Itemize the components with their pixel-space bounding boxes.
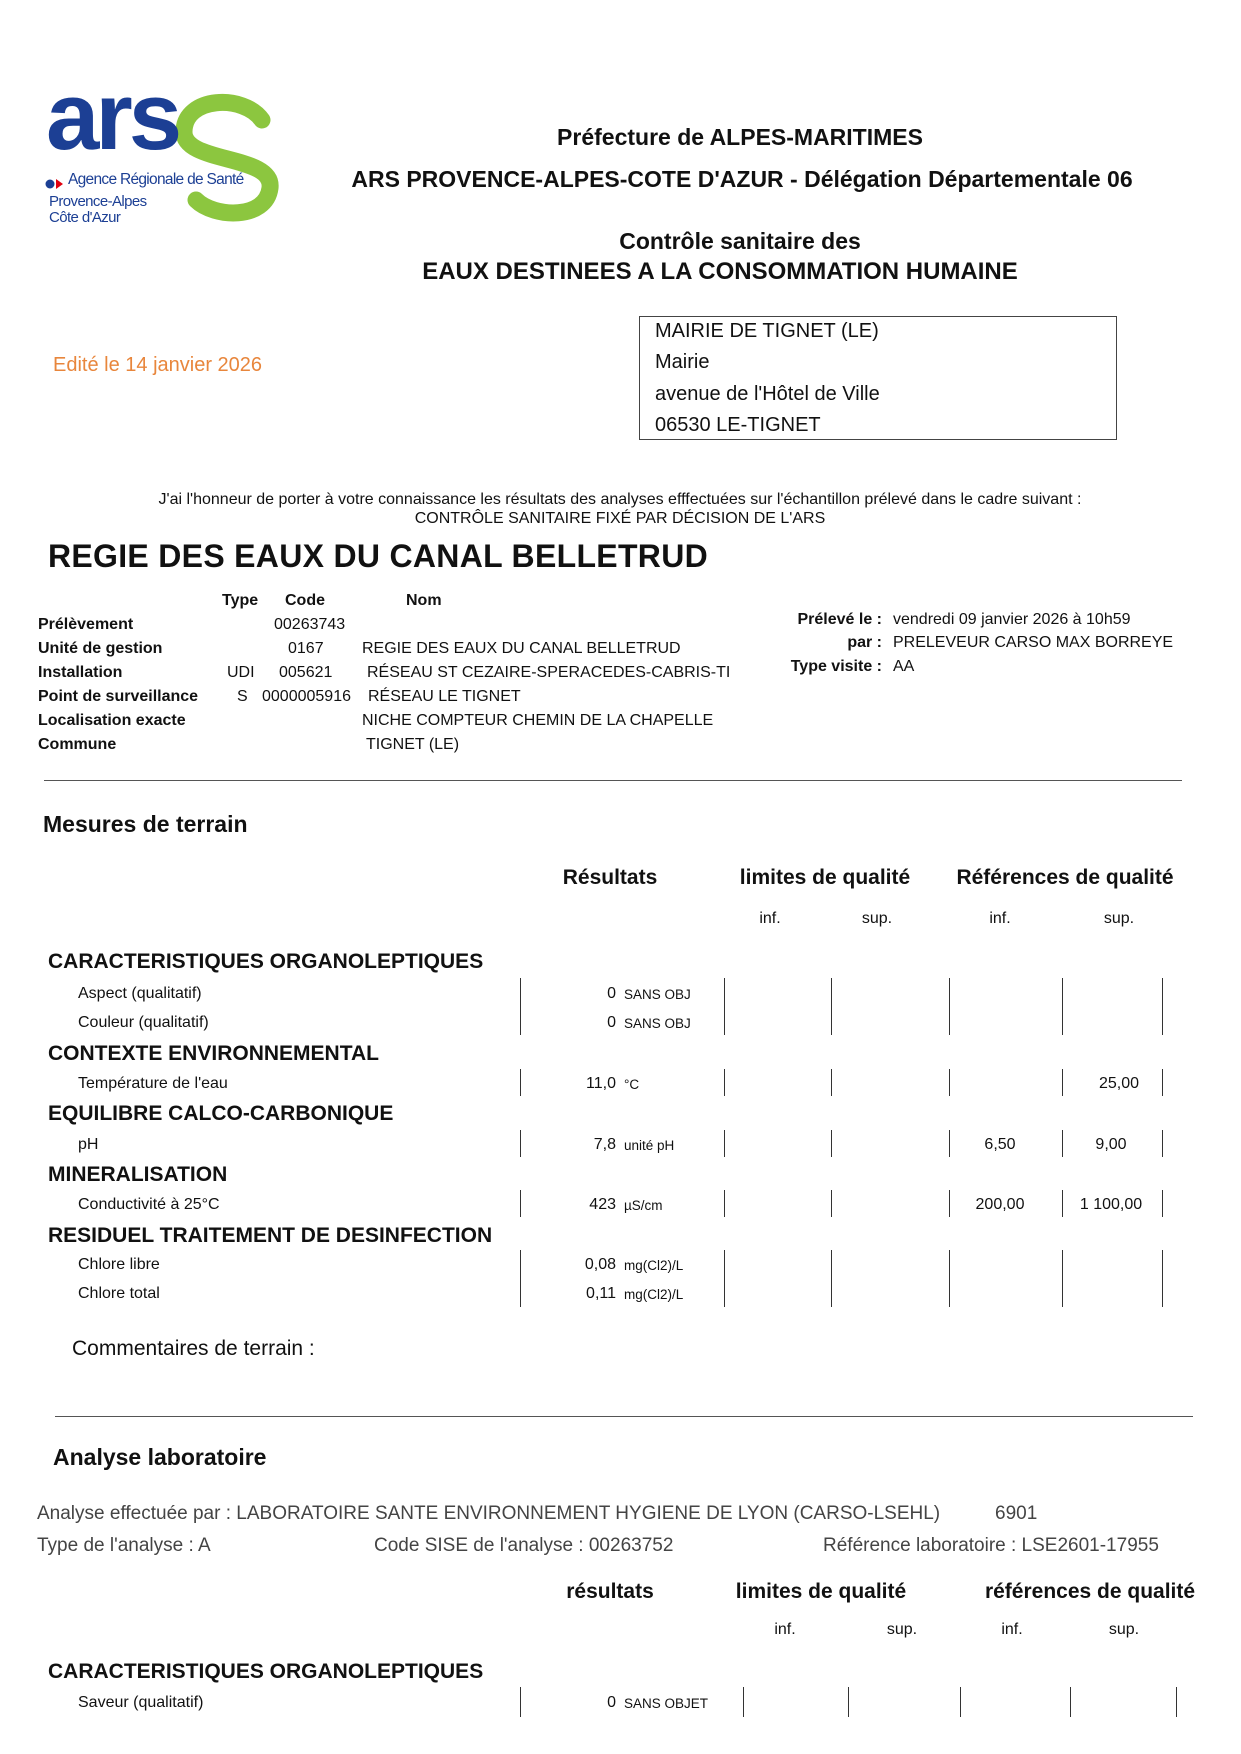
param-value: 0 — [607, 1694, 616, 1711]
param-unit: SANS OBJET — [624, 1696, 709, 1711]
column-separator — [724, 1250, 725, 1307]
terrain-comments-label: Commentaires de terrain : — [72, 1337, 315, 1360]
param-name: Chlore libre — [78, 1256, 160, 1273]
param-name: Saveur (qualitatif) — [78, 1694, 204, 1711]
param-ref-inf: 6,50 — [984, 1136, 1016, 1153]
intro-line2: CONTRÔLE SANITAIRE FIXÉ PAR DÉCISION DE L'ARS — [414, 510, 826, 527]
marianne-icon — [45, 176, 65, 186]
column-separator — [1176, 1687, 1177, 1717]
terrain-category: CONTEXTE ENVIRONNEMENTAL — [48, 1042, 379, 1065]
prefecture-title: Préfecture de ALPES-MARITIMES — [557, 124, 923, 150]
param-unit: SANS OBJ — [624, 1016, 691, 1031]
divider — [44, 780, 1182, 781]
lab-code: 6901 — [995, 1503, 1038, 1524]
lab-category: CARACTERISTIQUES ORGANOLEPTIQUES — [48, 1660, 484, 1683]
sample-row-nom: NICHE COMPTEUR CHEMIN DE LA CHAPELLE — [362, 712, 714, 729]
terrain-lim-sup: sup. — [861, 910, 893, 927]
terrain-category: EQUILIBRE CALCO-CARBONIQUE — [48, 1102, 394, 1125]
terrain-section-title: Mesures de terrain — [43, 811, 248, 837]
param-value: 0,11 — [586, 1285, 616, 1302]
sample-row-nom: TIGNET (LE) — [366, 736, 460, 753]
terrain-ref-inf: inf. — [989, 910, 1011, 927]
type-visite-value: AA — [893, 658, 915, 675]
param-value: 0 — [607, 985, 616, 1002]
column-separator — [949, 1069, 950, 1096]
column-separator — [724, 1130, 725, 1157]
column-separator — [520, 1687, 521, 1717]
sample-row-label: Localisation exacte — [38, 712, 186, 729]
param-value: 11,0 — [586, 1075, 616, 1092]
column-separator — [520, 1130, 521, 1157]
sample-row-code: 00263743 — [274, 616, 346, 633]
param-name: Couleur (qualitatif) — [78, 1014, 209, 1031]
terrain-col-references: Références de qualité — [956, 866, 1174, 889]
entity-title: REGIE DES EAUX DU CANAL BELLETRUD — [48, 538, 709, 574]
sample-row-label: Point de surveillance — [38, 688, 199, 705]
column-separator — [520, 1250, 521, 1307]
lab-sise-code: Code SISE de l'analyse : 00263752 — [374, 1535, 674, 1556]
logo-wordmark: ars — [46, 63, 179, 170]
param-name: Température de l'eau — [78, 1075, 228, 1092]
column-separator — [831, 1130, 832, 1157]
column-separator — [831, 978, 832, 1035]
param-unit: mg(Cl2)/L — [624, 1287, 684, 1302]
column-separator — [949, 1250, 950, 1307]
logo-region-line2: Côte d'Azur — [49, 209, 121, 226]
terrain-lim-inf: inf. — [759, 910, 781, 927]
sample-row-label: Installation — [38, 664, 123, 681]
column-separator — [1062, 1130, 1063, 1157]
column-separator — [520, 978, 521, 1035]
sample-row-nom: RÉSEAU LE TIGNET — [368, 688, 521, 705]
column-separator — [743, 1687, 744, 1717]
sample-row-label: Prélèvement — [38, 616, 134, 633]
param-value: 0,08 — [584, 1256, 616, 1273]
column-separator — [831, 1250, 832, 1307]
column-separator — [1062, 1250, 1063, 1307]
lab-section-title: Analyse laboratoire — [53, 1444, 267, 1470]
lab-lim-inf: inf. — [774, 1621, 796, 1638]
recipient-city: 06530 LE-TIGNET — [655, 414, 821, 436]
column-separator — [1070, 1687, 1071, 1717]
sample-row-nom: RÉSEAU ST CEZAIRE-SPERACEDES-CABRIS-TI — [367, 664, 731, 681]
preleve-le-label: Prélevé le : — [797, 611, 882, 628]
param-name: Conductivité à 25°C — [78, 1196, 220, 1213]
type-visite-label: Type visite : — [790, 658, 882, 675]
lab-reference: Référence laboratoire : LSE2601-17955 — [823, 1535, 1159, 1556]
sample-row-code: 0167 — [288, 640, 324, 657]
edited-date: Edité le 14 janvier 2026 — [53, 354, 263, 376]
param-name: pH — [78, 1136, 99, 1153]
sample-row-label: Commune — [38, 736, 117, 753]
param-ref-sup: 9,00 — [1095, 1136, 1127, 1153]
lab-lim-sup: sup. — [886, 1621, 918, 1638]
param-unit: SANS OBJ — [624, 987, 691, 1002]
lab-col-resultats: résultats — [566, 1580, 654, 1603]
column-separator — [1062, 1190, 1063, 1217]
param-unit: unité pH — [624, 1138, 675, 1153]
intro-line1: J'ai l'honneur de porter à votre connaissance les résultats des analyses efffectuées sur l'échantillon prélevé dans le cadre suivant : — [158, 491, 1082, 508]
column-separator — [1162, 978, 1163, 1035]
terrain-category: MINERALISATION — [48, 1163, 228, 1186]
column-separator — [949, 1190, 950, 1217]
sample-row-code: 0000005916 — [262, 688, 351, 705]
lab-col-limites: limites de qualité — [735, 1580, 907, 1603]
param-value: 423 — [589, 1196, 616, 1213]
column-separator — [1162, 1190, 1163, 1217]
sample-row-code: 005621 — [279, 664, 333, 681]
column-separator — [831, 1190, 832, 1217]
lab-analysis-type: Type de l'analyse : A — [37, 1535, 211, 1556]
logo-agency: Agence Régionale de Santé — [68, 171, 244, 188]
column-separator — [1062, 1069, 1063, 1096]
terrain-category: RESIDUEL TRAITEMENT DE DESINFECTION — [48, 1224, 493, 1247]
ars-delegation-title: ARS PROVENCE-ALPES-COTE D'AZUR - Délégation Départementale 06 — [351, 166, 1133, 192]
terrain-ref-sup: sup. — [1103, 910, 1135, 927]
param-unit: µS/cm — [624, 1198, 663, 1213]
recipient-address-box — [639, 316, 1117, 440]
column-separator — [960, 1687, 961, 1717]
param-ref-inf: 200,00 — [975, 1196, 1025, 1213]
column-separator — [1162, 1250, 1163, 1307]
column-separator — [949, 978, 950, 1035]
col-type-header: Type — [222, 592, 259, 609]
param-value: 0 — [607, 1014, 616, 1031]
control-title-line2: EAUX DESTINEES A LA CONSOMMATION HUMAINE — [422, 258, 1018, 285]
lab-ref-inf: inf. — [1001, 1621, 1023, 1638]
recipient-street: avenue de l'Hôtel de Ville — [655, 383, 880, 405]
col-nom-header: Nom — [406, 592, 442, 609]
column-separator — [724, 978, 725, 1035]
param-unit: mg(Cl2)/L — [624, 1258, 684, 1273]
par-value: PRELEVEUR CARSO MAX BORREYE — [893, 634, 1174, 651]
terrain-category: CARACTERISTIQUES ORGANOLEPTIQUES — [48, 950, 484, 973]
sample-row-type: S — [237, 688, 248, 705]
column-separator — [724, 1069, 725, 1096]
column-separator — [1062, 978, 1063, 1035]
param-value: 7,8 — [593, 1136, 616, 1153]
divider — [55, 1416, 1193, 1417]
column-separator — [831, 1069, 832, 1096]
column-separator — [1162, 1130, 1163, 1157]
column-separator — [724, 1190, 725, 1217]
terrain-col-limites: limites de qualité — [739, 866, 911, 889]
param-ref-sup: 25,00 — [1098, 1075, 1140, 1092]
control-title-line1: Contrôle sanitaire des — [619, 228, 861, 254]
recipient-line2: Mairie — [655, 351, 710, 373]
sample-row-nom: REGIE DES EAUX DU CANAL BELLETRUD — [362, 640, 681, 657]
column-separator — [1162, 1069, 1163, 1096]
par-label: par : — [847, 634, 882, 651]
recipient-name: MAIRIE DE TIGNET (LE) — [655, 320, 879, 342]
lab-performed-by: Analyse effectuée par : LABORATOIRE SANTE ENVIRONNEMENT HYGIENE DE LYON (CARSO-LSEHL) — [37, 1503, 941, 1524]
column-separator — [520, 1190, 521, 1217]
column-separator — [520, 1069, 521, 1096]
terrain-col-resultats: Résultats — [562, 866, 658, 889]
param-ref-sup: 1 100,00 — [1079, 1196, 1143, 1213]
lab-col-references: références de qualité — [984, 1580, 1196, 1603]
col-code-header: Code — [285, 592, 325, 609]
column-separator — [848, 1687, 849, 1717]
lab-ref-sup: sup. — [1108, 1621, 1140, 1638]
sample-row-type: UDI — [227, 664, 255, 681]
preleve-le-value: vendredi 09 janvier 2026 à 10h59 — [893, 611, 1131, 628]
sample-row-label: Unité de gestion — [38, 640, 163, 657]
param-name: Aspect (qualitatif) — [78, 985, 202, 1002]
logo-region-line1: Provence-Alpes — [49, 193, 147, 210]
param-name: Chlore total — [78, 1285, 160, 1302]
ars-logo — [44, 63, 284, 232]
param-unit: °C — [624, 1077, 640, 1092]
column-separator — [949, 1130, 950, 1157]
